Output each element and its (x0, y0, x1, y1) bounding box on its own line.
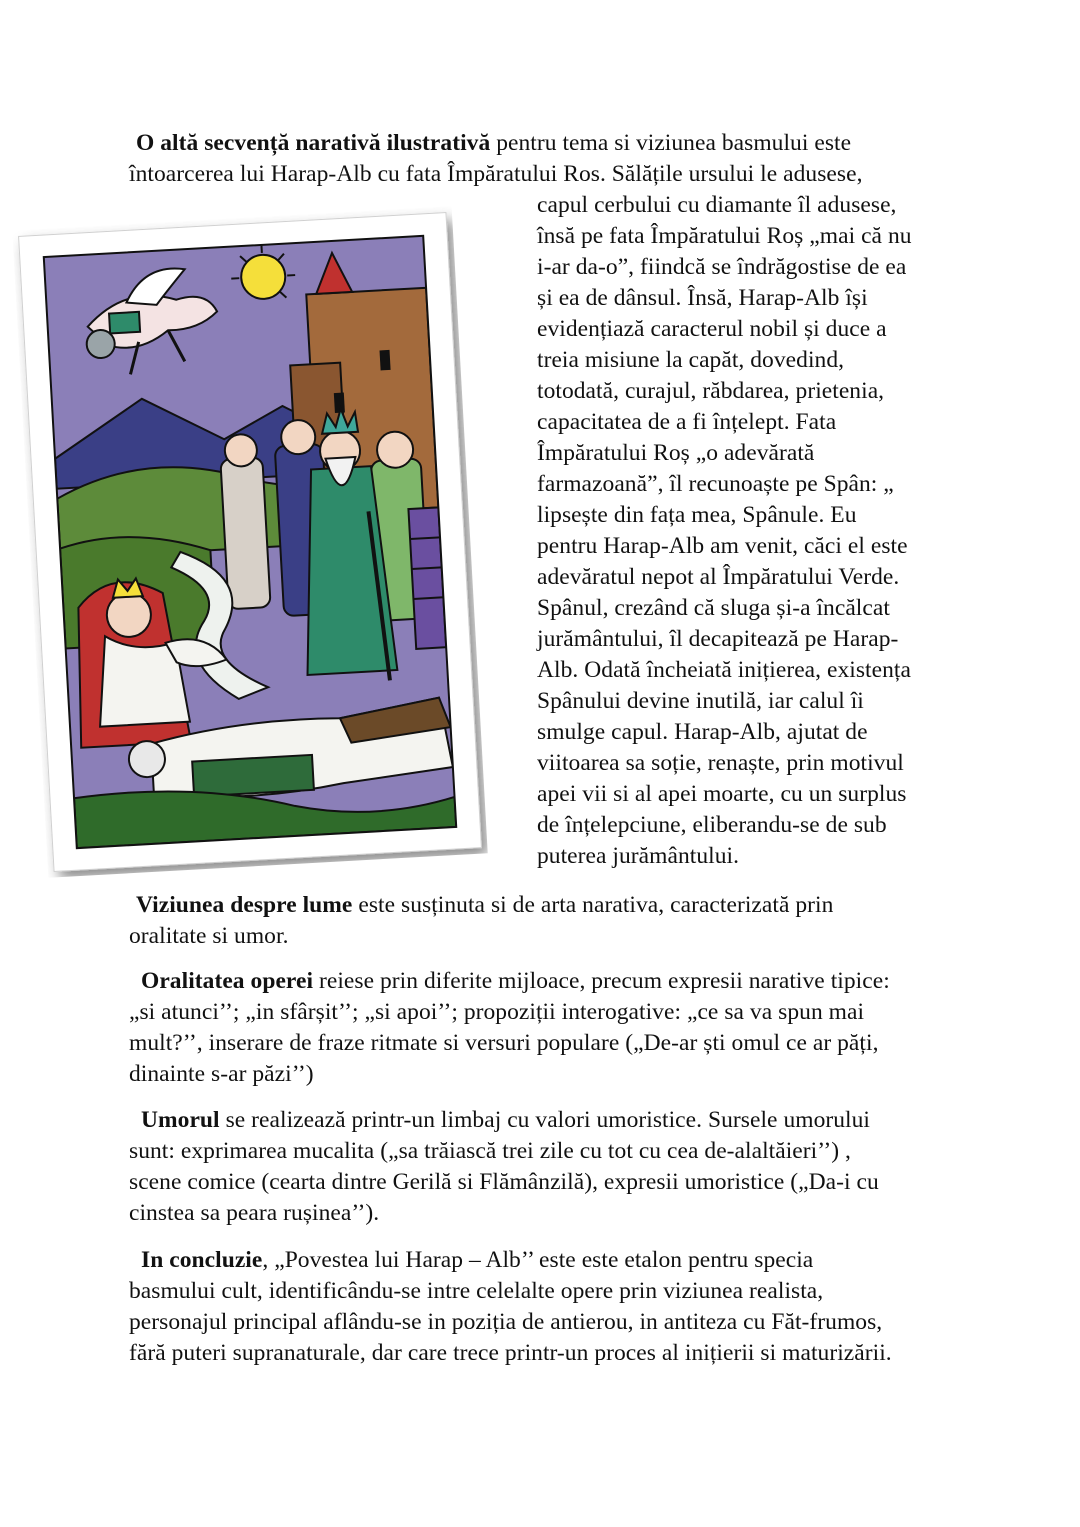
paragraph-viziunea-line-1: Viziunea despre lume este susținuta si de arta narativa, caracterizată prin (136, 892, 834, 918)
paragraph-intro-line-8: treia misiune la capăt, dovedind, (537, 347, 845, 373)
paragraph-intro-line-18: Alb. Odată încheiată inițierea, existența (537, 657, 911, 683)
paragraph-intro-line-5: i-ar da-o”, fiindcă se îndrăgostise de ea (537, 254, 907, 280)
paragraph-concluzie-lead: In concluzie (141, 1247, 263, 1273)
paragraph-intro-line-19: Spânului devine inutilă, iar calul îi (537, 688, 864, 714)
paragraph-intro-line-9: totodată, curajul, răbdarea, prietenia, (537, 378, 885, 404)
illustration-artwork (12, 206, 487, 878)
paragraph-intro-line-6: și ea de dânsul. Însă, Harap-Alb își (537, 285, 868, 311)
paragraph-concluzie-line-3: personajul principal aflându-se in poziția de antierou, in antiteza cu Făt-frumos, (129, 1309, 883, 1335)
paragraph-umorul-line-1: Umorul se realizează printr-un limbaj cu valori umoristice. Sursele umorului (141, 1107, 871, 1133)
paragraph-intro-line-11: Împăratului Roș „o adevărată (537, 440, 815, 466)
paragraph-intro-line-20: smulge capul. Harap-Alb, ajutat de (537, 719, 868, 745)
paragraph-intro-line-10: capacitatea de a fi înțelept. Fata (537, 409, 837, 435)
paragraph-intro-line-3: capul cerbului cu diamante îl adusese, (537, 192, 897, 218)
paragraph-concluzie-line-4: fără puteri supranaturale, dar care trece printr-un proces al inițierii si maturizării. (129, 1340, 892, 1366)
paragraph-viziunea-line-2: oralitate si umor. (129, 923, 289, 949)
fairy-tale-illustration-icon (12, 206, 487, 878)
paragraph-oralitatea-lead: Oralitatea operei (141, 968, 314, 994)
paragraph-oralitatea-line-4: dinainte s-ar păzi’’) (129, 1061, 314, 1087)
paragraph-intro-line-23: de înțelepciune, eliberandu-se de sub (537, 812, 887, 838)
paragraph-umorul-line-4: cinstea sa peara rușinea’’). (129, 1200, 380, 1226)
paragraph-intro-line-7: evidențiază caracterul nobil și duce a (537, 316, 887, 342)
paragraph-intro-line-22: apei vii si al apei moarte, cu un surplus (537, 781, 907, 807)
paragraph-umorul-line-3: scene comice (cearta dintre Gerilă si Flămânzilă), expresii umoristice („Da-i cu (129, 1169, 879, 1195)
paragraph-intro-line-4: însă pe fata Împăratului Roș „mai că nu (537, 223, 912, 249)
paragraph-intro-line-17: jurământului, îl decapitează pe Harap- (537, 626, 899, 652)
paragraph-concluzie-line-1: In concluzie, „Povestea lui Harap – Alb’’ este este etalon pentru specia (141, 1247, 814, 1273)
paragraph-intro-line-14: pentru Harap-Alb am venit, căci el este (537, 533, 908, 559)
paragraph-oralitatea-line-2: „si atunci’’; „in sfârșit’’; „si apoi’’; propoziții interogative: „ce sa va spun mai (129, 999, 865, 1025)
paragraph-oralitatea-line-1: Oralitatea operei reiese prin diferite mijloace, precum expresii narative tipice: (141, 968, 890, 994)
paragraph-intro-line-1: O altă secvență narativă ilustrativă pentru tema si viziunea basmului este (136, 130, 852, 156)
paragraph-viziunea-lead: Viziunea despre lume (136, 892, 353, 918)
paragraph-intro-line-2: întoarcerea lui Harap-Alb cu fata Împăratului Ros. Sălățile ursului le adusese, (129, 161, 863, 187)
paragraph-intro-line-12: farmazoană”, îl recunoaște pe Spân: „ (537, 471, 894, 497)
paragraph-intro-line-24: puterea jurământului. (537, 843, 740, 869)
paragraph-concluzie-line-2: basmului cult, identificându-se intre celelalte opere prin viziunea realista, (129, 1278, 824, 1304)
paragraph-intro-line-13: lipsește din fața mea, Spânule. Eu (537, 502, 857, 528)
paragraph-intro-line-15: adevăratul nepot al Împăratului Verde. (537, 564, 900, 590)
paragraph-umorul-line-2: sunt: exprimarea mucalita („sa trăiască trei zile cu tot cu cea de-alaltăieri’’) , (129, 1138, 851, 1164)
paragraph-intro-line-16: Spânul, crezând că sluga și-a încălcat (537, 595, 890, 621)
paragraph-intro-line-21: viitoarea sa soție, renaște, prin motivul (537, 750, 904, 776)
paragraph-oralitatea-line-3: mult?’’, inserare de fraze ritmate si versuri populare („De-ar ști omul ce ar păți, (129, 1030, 879, 1056)
paragraph-umorul-lead: Umorul (141, 1107, 220, 1133)
paragraph-intro-lead: O altă secvență narativă ilustrativă (136, 130, 491, 156)
